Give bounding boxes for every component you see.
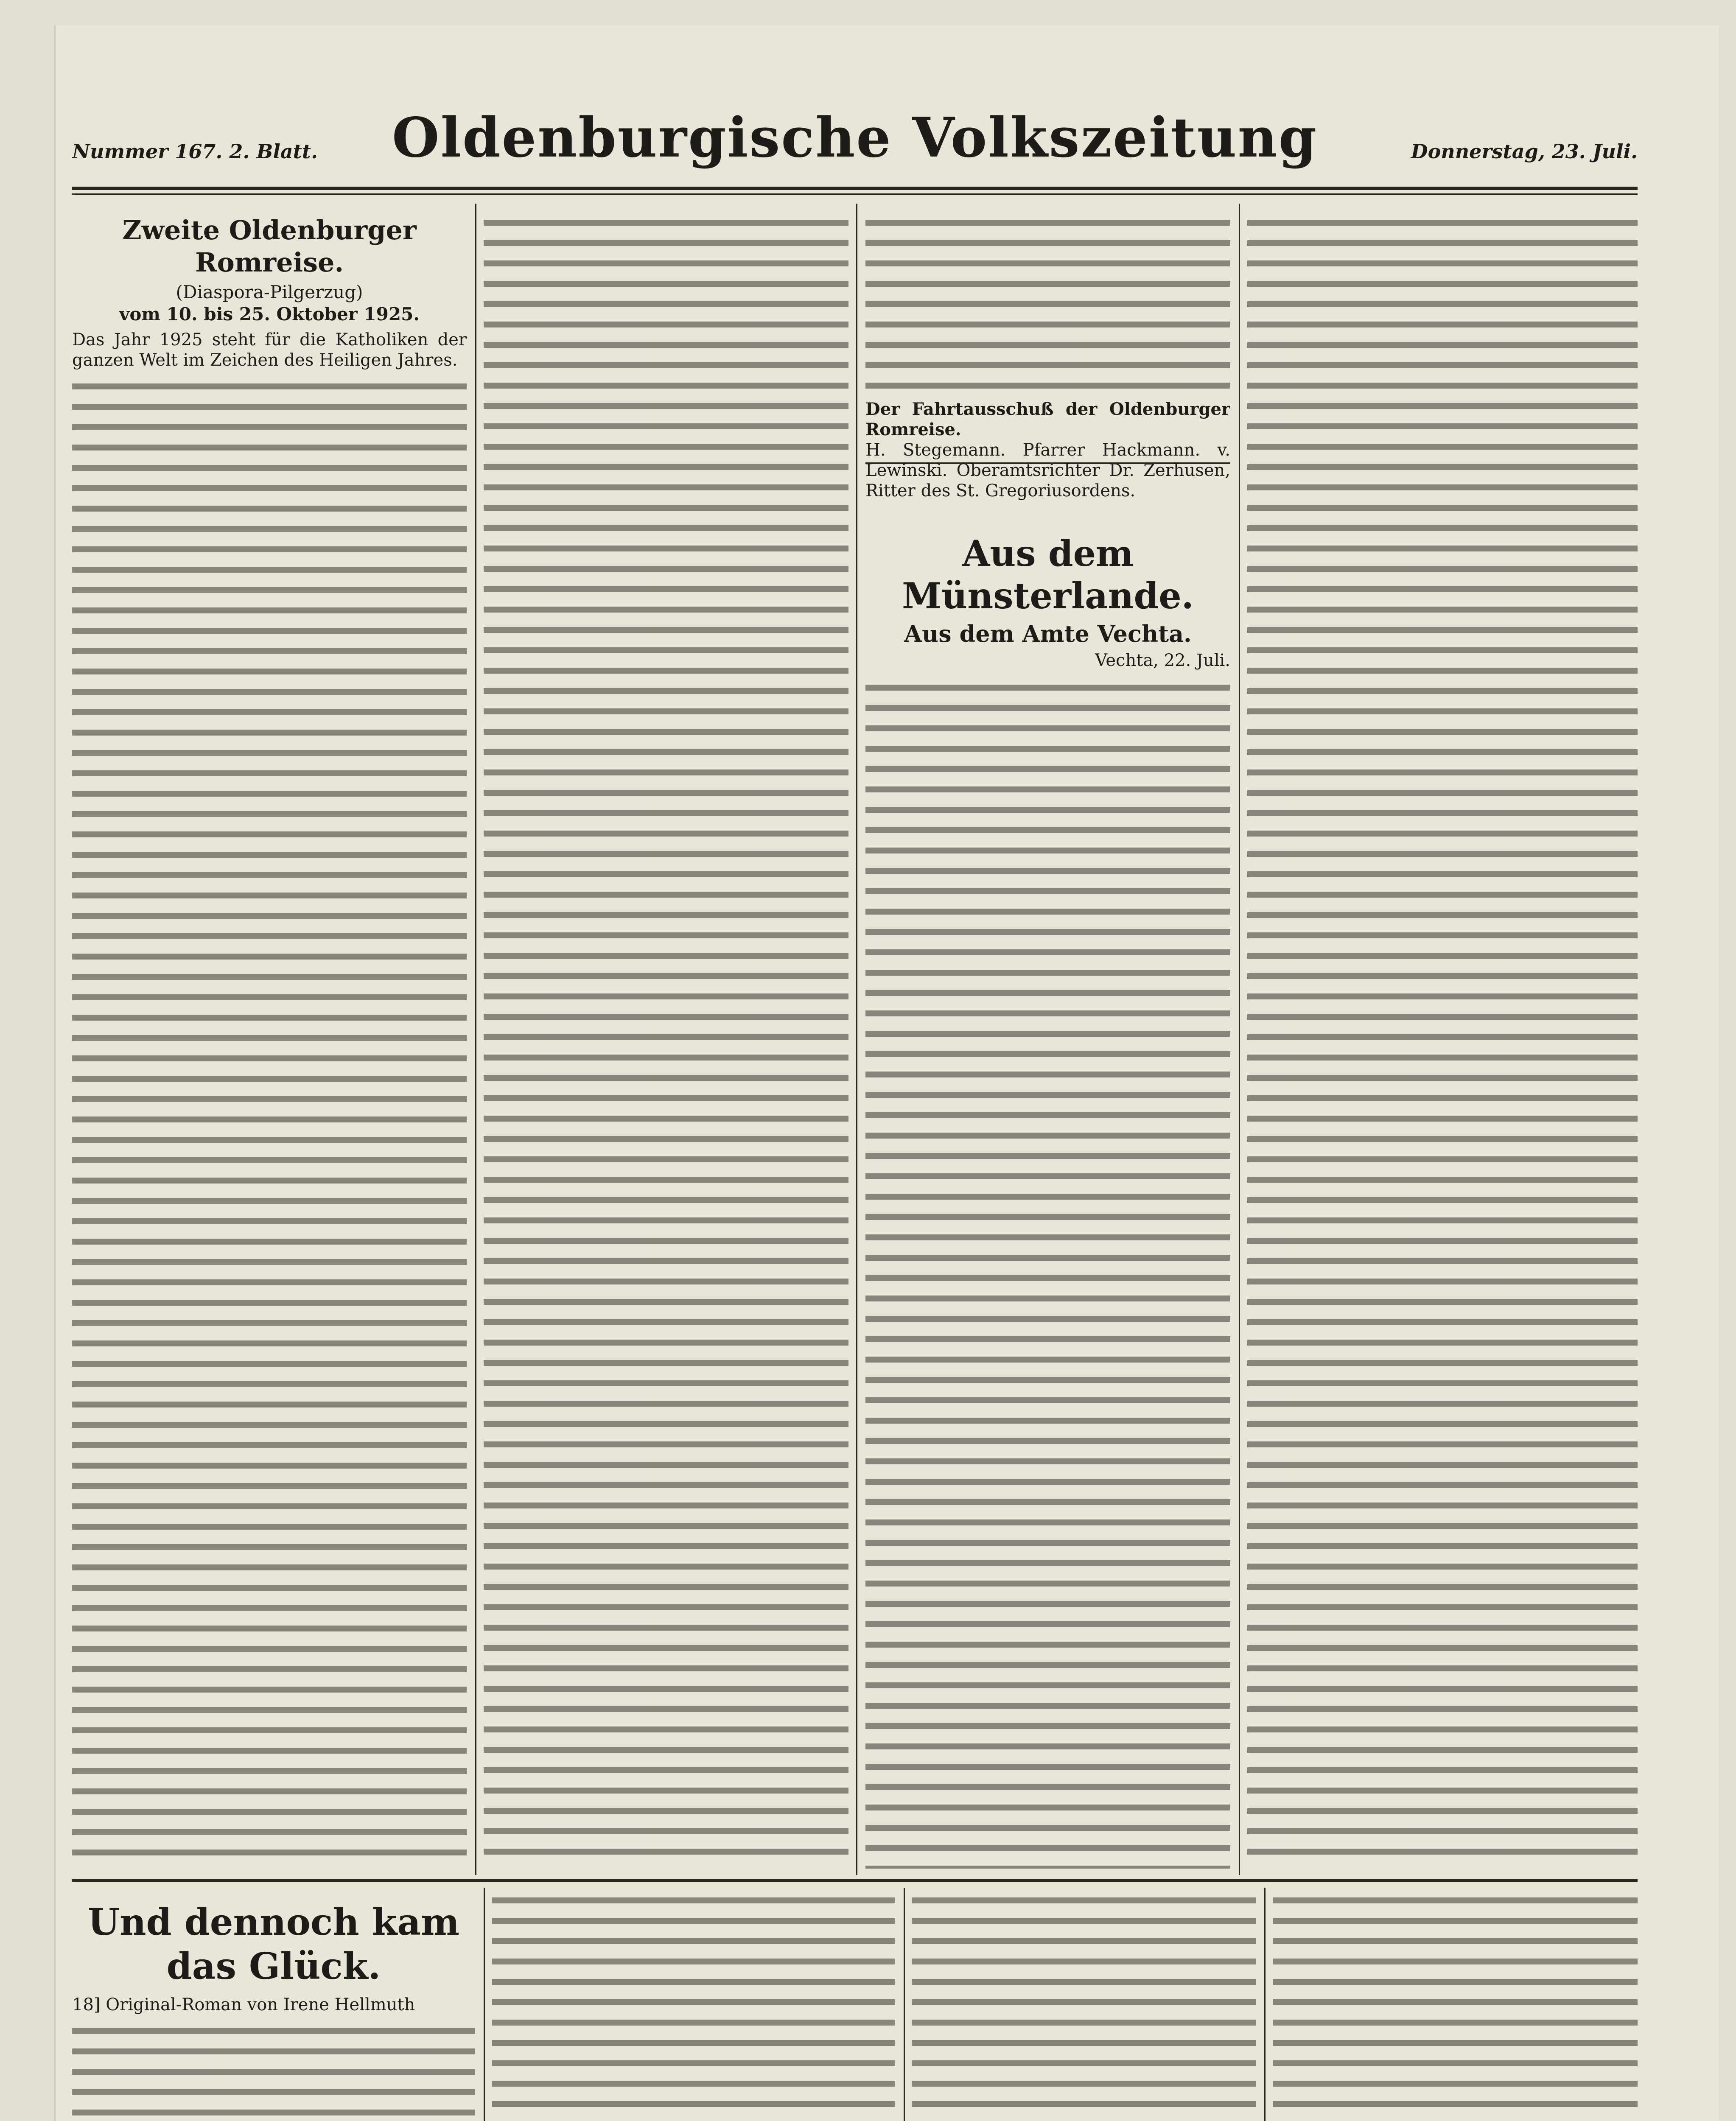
column-divider — [1264, 1888, 1266, 2121]
masthead-rule — [72, 187, 1638, 190]
body-text-placeholder — [1273, 1892, 1638, 2121]
dateline: Vechta, 22. Juli. — [1095, 651, 1230, 670]
column-divider — [484, 1888, 485, 2121]
novel-title: Und dennoch kam das Glück. — [88, 1901, 459, 1988]
novel-column-1 — [72, 1892, 475, 2121]
column-divider — [1239, 204, 1240, 1875]
novel-column-3 — [912, 1892, 1256, 2121]
article-first-line: Das Jahr 1925 steht für die Katholiken der ganzen Welt im Zeichen des Heiligen Jahres. — [72, 330, 467, 370]
section-subtitle: Aus dem Amte Vechta. — [904, 620, 1192, 647]
column-3 — [865, 214, 1230, 1869]
committee-title: Der Fahrtausschuß der Oldenburger Romreise. — [865, 399, 1230, 439]
novel-byline: 18] Original-Roman von Irene Hellmuth — [72, 1995, 415, 2015]
body-text-placeholder — [865, 214, 1230, 397]
body-text-placeholder — [492, 1892, 895, 2121]
article-dates: vom 10. bis 25. Oktober 1925. — [119, 304, 420, 325]
column-divider — [856, 204, 857, 1875]
issue-number: Nummer 167. 2. Blatt. — [72, 140, 318, 163]
column-divider — [904, 1888, 905, 2121]
issue-date: Donnerstag, 23. Juli. — [1411, 140, 1638, 163]
newspaper-title: Oldenburgische Volkszeitung — [392, 106, 1318, 170]
body-text-placeholder — [484, 214, 848, 1860]
column-2 — [484, 214, 848, 1869]
column-divider — [475, 204, 476, 1875]
column-1 — [72, 214, 467, 1869]
body-text-placeholder — [912, 1892, 1256, 2121]
article-subtitle: (Diaspora-Pilgerzug) — [176, 282, 363, 302]
novel-column-2 — [492, 1892, 895, 2121]
section-divider — [72, 1879, 1638, 1882]
body-text-placeholder — [1247, 214, 1638, 1860]
article-title-romreise: Zweite Oldenburger Romreise. — [122, 215, 417, 278]
column-4 — [1247, 214, 1638, 1869]
masthead — [72, 102, 1638, 170]
novel-column-4 — [1273, 1892, 1638, 2121]
body-text-placeholder — [72, 378, 467, 1869]
body-text-placeholder — [865, 679, 1230, 1869]
section-title-muensterland: Aus dem Münsterlande. — [902, 532, 1194, 617]
masthead-rule-thin — [72, 193, 1638, 195]
body-text-placeholder — [72, 2023, 475, 2121]
committee-members: H. Stegemann. Pfarrer Hackmann. v. Lewinski. Oberamtsrichter Dr. Zerhusen, Ritter des St. Gregoriusordens. — [865, 440, 1230, 501]
